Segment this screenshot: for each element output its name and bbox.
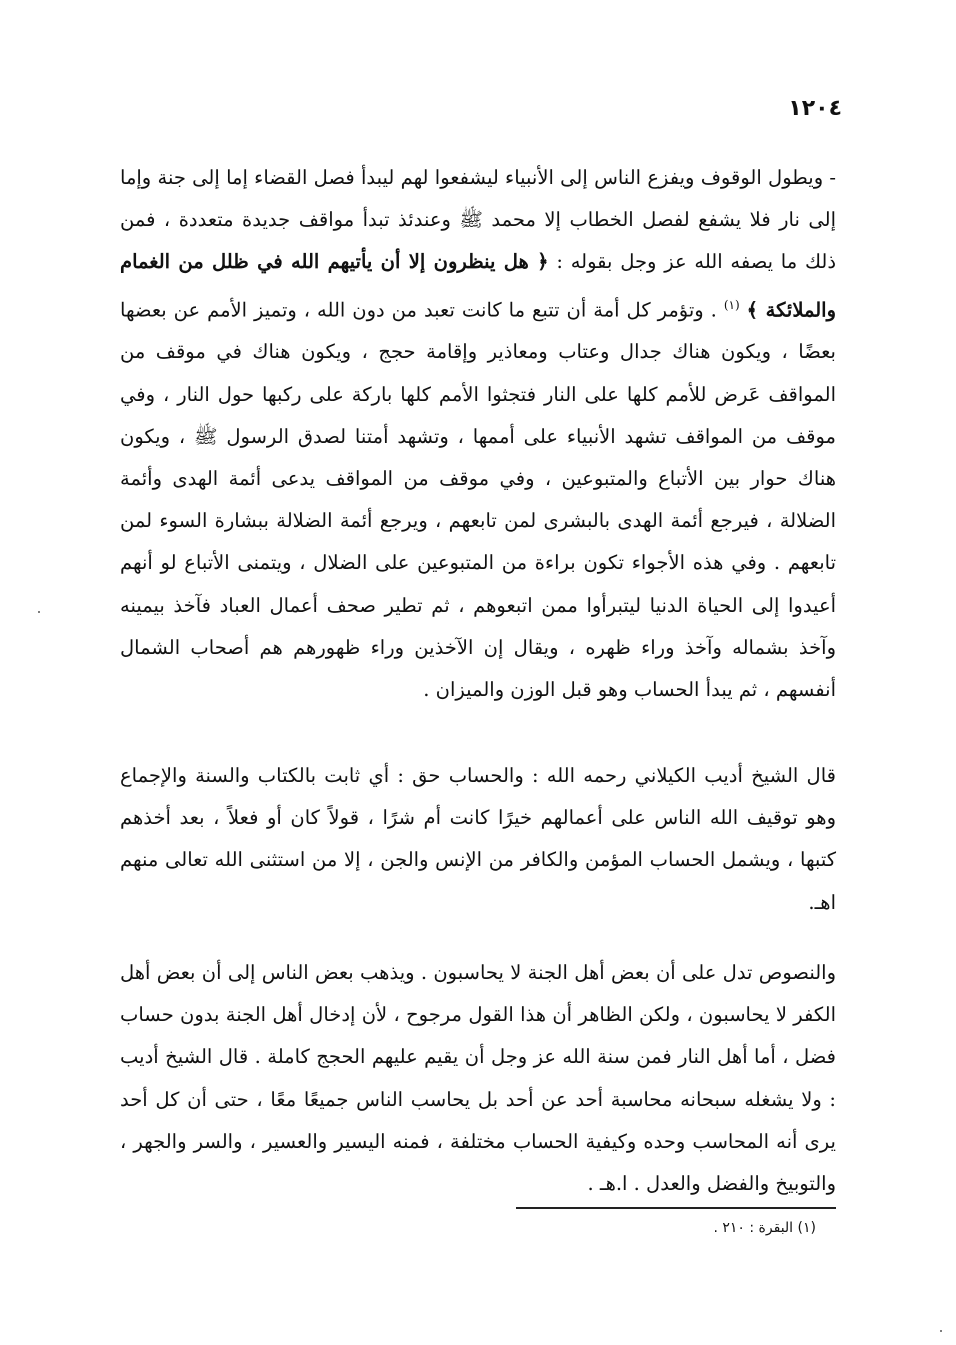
scan-speck <box>940 1330 942 1332</box>
paragraph-1-intro: - ويطول الوقوف ويفزع الناس إلى الأنبياء ليشفعوا لهم ليبدأ فصل القضاء إما إلى جنة وإما إلى نار فلا يشفع لفصل الخطاب إلا محمد ﷺ وعندئذ تبدأ مواقف جديدة متعددة ، فمن ذلك ما يصفه الله عز وجل بقوله : <box>120 166 837 274</box>
paragraph-1-body: . وتؤمر كل أمة أن تتبع ما كانت تعبد من دون الله ، وتميز الأمم عن بعضها بعضًا ، ويكون هناك جدال وعتاب ومعاذير وإقامة حجج ، ويكون هناك في موقف من المواقف عَرض للأمم كلها على النار فتجثوا الأمم كلها باركة على ركبها حول النار ، وفي موقف من المواقف تشهد الأنبياء على أممها ، وتشهد أمتنا لصدق الرسول ﷺ ، ويكون هناك حوار بين الأتباع والمتبوعين ، وفي موقف من المواقف يدعى أئمة الهدى وأئمة الضلالة ، فيرجع أئمة الهدى بالبشرى لمن تابعهم ، ويرجع أئمة الضلالة ببشارة السوء لمن تابعهم . وفي هذه الأجواء تكون براءة من المتبوعين على الضلال ، ويتمنى الأتباع لو أنهم أعيدوا إلى الحياة الدنيا ليتبرأوا ممن اتبعوهم ، ثم تطير صحف أعمال العباد فآخذ بيمينه وآخذ بشماله وآخذ وراء ظهره ، ويقال إن الآخذين وراء ظهورهم هم أصحاب الشمال أنفسهم ، ثم يبدأ الحساب وهو قبل الوزن والميزان . <box>120 298 836 701</box>
paragraph-3: والنصوص تدل على أن بعض أهل الجنة لا يحاسبون . ويذهب بعض الناس إلى أن بعض أهل الكفر لا يحاسبون ، ولكن الظاهر أن هذا القول مرجوح ، لأن إدخال أهل الجنة بدون حساب فضل ، أما أهل النار فمن سنة الله عز وجل أن يقيم عليهم الحجج كاملة . قال الشيخ أديب : ولا يشغله سبحانه محاسبة أحد عن أحد بل يحاسب الناس جميعًا معًا ، حتى أن كل أحد يرى أنه المحاسب وحده وكيفية الحساب مختلفة ، فمنه اليسير والعسير ، والسر والجهر ، والتوبيخ والفضل والعدل . ا.هـ . <box>120 961 836 1196</box>
paragraph-2: قال الشيخ أديب الكيلاني رحمه الله : والحساب حق : أي ثابت بالكتاب والسنة والإجماع وهو توقيف الله الناس على أعمالهم خيرًا كانت أم شرًا ، قولاً كان أو فعلاً ، بعد أخذهم كتبها ، ويشمل الحساب المؤمن والكافر من الإنس والجن ، إلا من استثنى الله تعالى منهم اهـ. <box>120 764 836 914</box>
scan-speck <box>38 611 40 613</box>
footnote: (١) البقرة : ٢١٠ . <box>713 1220 816 1236</box>
page-number: ١٢٠٤ <box>788 96 842 121</box>
quran-verse: ﴿ هل ينظرون إلا أن يأتيهم الله في ظلل من الغمام والملائكة ﴾ <box>120 250 836 322</box>
footnote-divider <box>516 1207 836 1209</box>
footnote-reference[interactable]: (١) <box>723 297 740 312</box>
paragraph-1 <box>120 157 836 711</box>
